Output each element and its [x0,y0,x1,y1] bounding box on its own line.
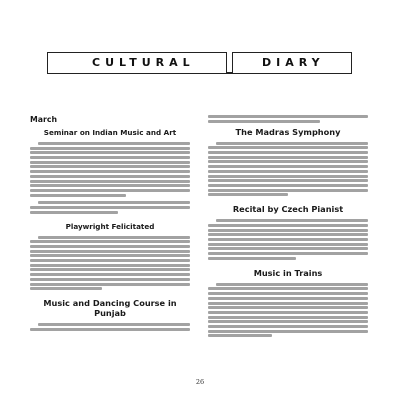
section-heading-czech-pianist: Recital by Czech Pianist [232,204,344,215]
left-column [30,115,190,334]
article-text-music-in-trains [208,283,368,338]
article-text-czech-pianist [208,219,368,260]
section-heading-madras-symphony: The Madras Symphony [235,126,341,137]
article-text-punjab [30,323,190,331]
section-heading-music-in-trains: Music in Trains [253,267,323,278]
article-text-continued [208,115,368,123]
section-heading-seminar: Seminar on Indian Music and Art [43,128,177,137]
right-column [208,115,368,340]
section-heading-punjab: Music and Dancing Course in Punjab [43,298,177,319]
article-text-seminar [30,142,190,214]
page-number: 26 [195,378,205,386]
article-text-madras-symphony [208,142,368,197]
month-label: March [30,115,58,124]
header-title-cultural: CULTURAL [92,56,195,69]
header-title-diary: DIARY [262,56,325,69]
section-heading-playwright: Playwright Felicitated [65,221,155,231]
article-text-playwright [30,236,190,291]
